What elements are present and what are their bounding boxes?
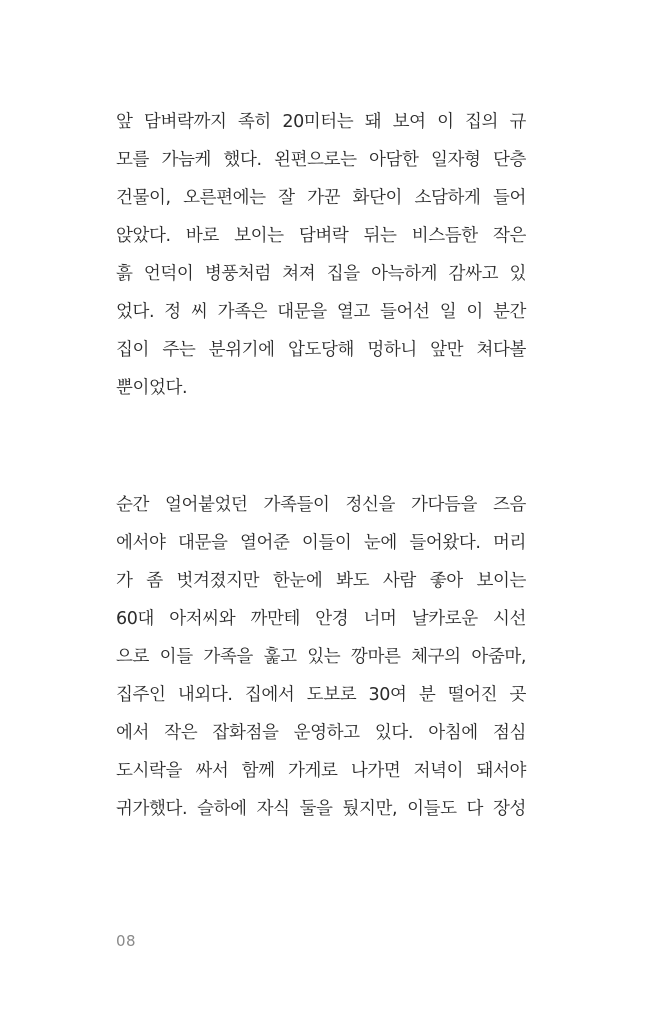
text-line: 60대 아저씨와 까만테 안경 너머 날카로운 시선: [116, 609, 526, 629]
text-line: 앞 담벼락까지 족히 20미터는 돼 보여 이 집의 규: [116, 112, 526, 132]
text-line: 뿐이었다.: [116, 378, 188, 398]
text-line: 도시락을 싸서 함께 가게로 나가면 저녁이 돼서야: [116, 761, 526, 781]
paragraph-2: [116, 486, 526, 828]
text-line: 에서야 대문을 열어준 이들이 눈에 들어왔다. 머리: [116, 533, 526, 553]
text-line: 앉았다. 바로 보이는 담벼락 뒤는 비스듬한 작은: [116, 226, 526, 246]
text-line: 가 좀 벗겨졌지만 한눈에 봐도 사람 좋아 보이는: [116, 571, 526, 591]
text-line: 귀가했다. 슬하에 자식 둘을 뒀지만, 이들도 다 장성: [116, 799, 526, 819]
paragraph-1: [116, 103, 526, 407]
text-line: 흙 언덕이 병풍처럼 쳐져 집을 아늑하게 감싸고 있: [116, 264, 526, 284]
text-line: 집이 주는 분위기에 압도당해 멍하니 앞만 쳐다볼: [116, 340, 526, 360]
text-line: 모를 가늠케 했다. 왼편으로는 아담한 일자형 단층: [116, 150, 526, 170]
text-line: 순간 얼어붙었던 가족들이 정신을 가다듬을 즈음: [116, 495, 526, 515]
text-line: 에서 작은 잡화점을 운영하고 있다. 아침에 점심: [116, 723, 526, 743]
text-line: 집주인 내외다. 집에서 도보로 30여 분 떨어진 곳: [116, 685, 526, 705]
text-line: 었다. 정 씨 가족은 대문을 열고 들어선 일 이 분간: [116, 302, 526, 322]
text-line: 건물이, 오른편에는 잘 가꾼 화단이 소담하게 들어: [116, 188, 526, 208]
text-line: 으로 이들 가족을 훑고 있는 깡마른 체구의 아줌마,: [116, 647, 526, 667]
page-number: 08: [116, 932, 137, 950]
